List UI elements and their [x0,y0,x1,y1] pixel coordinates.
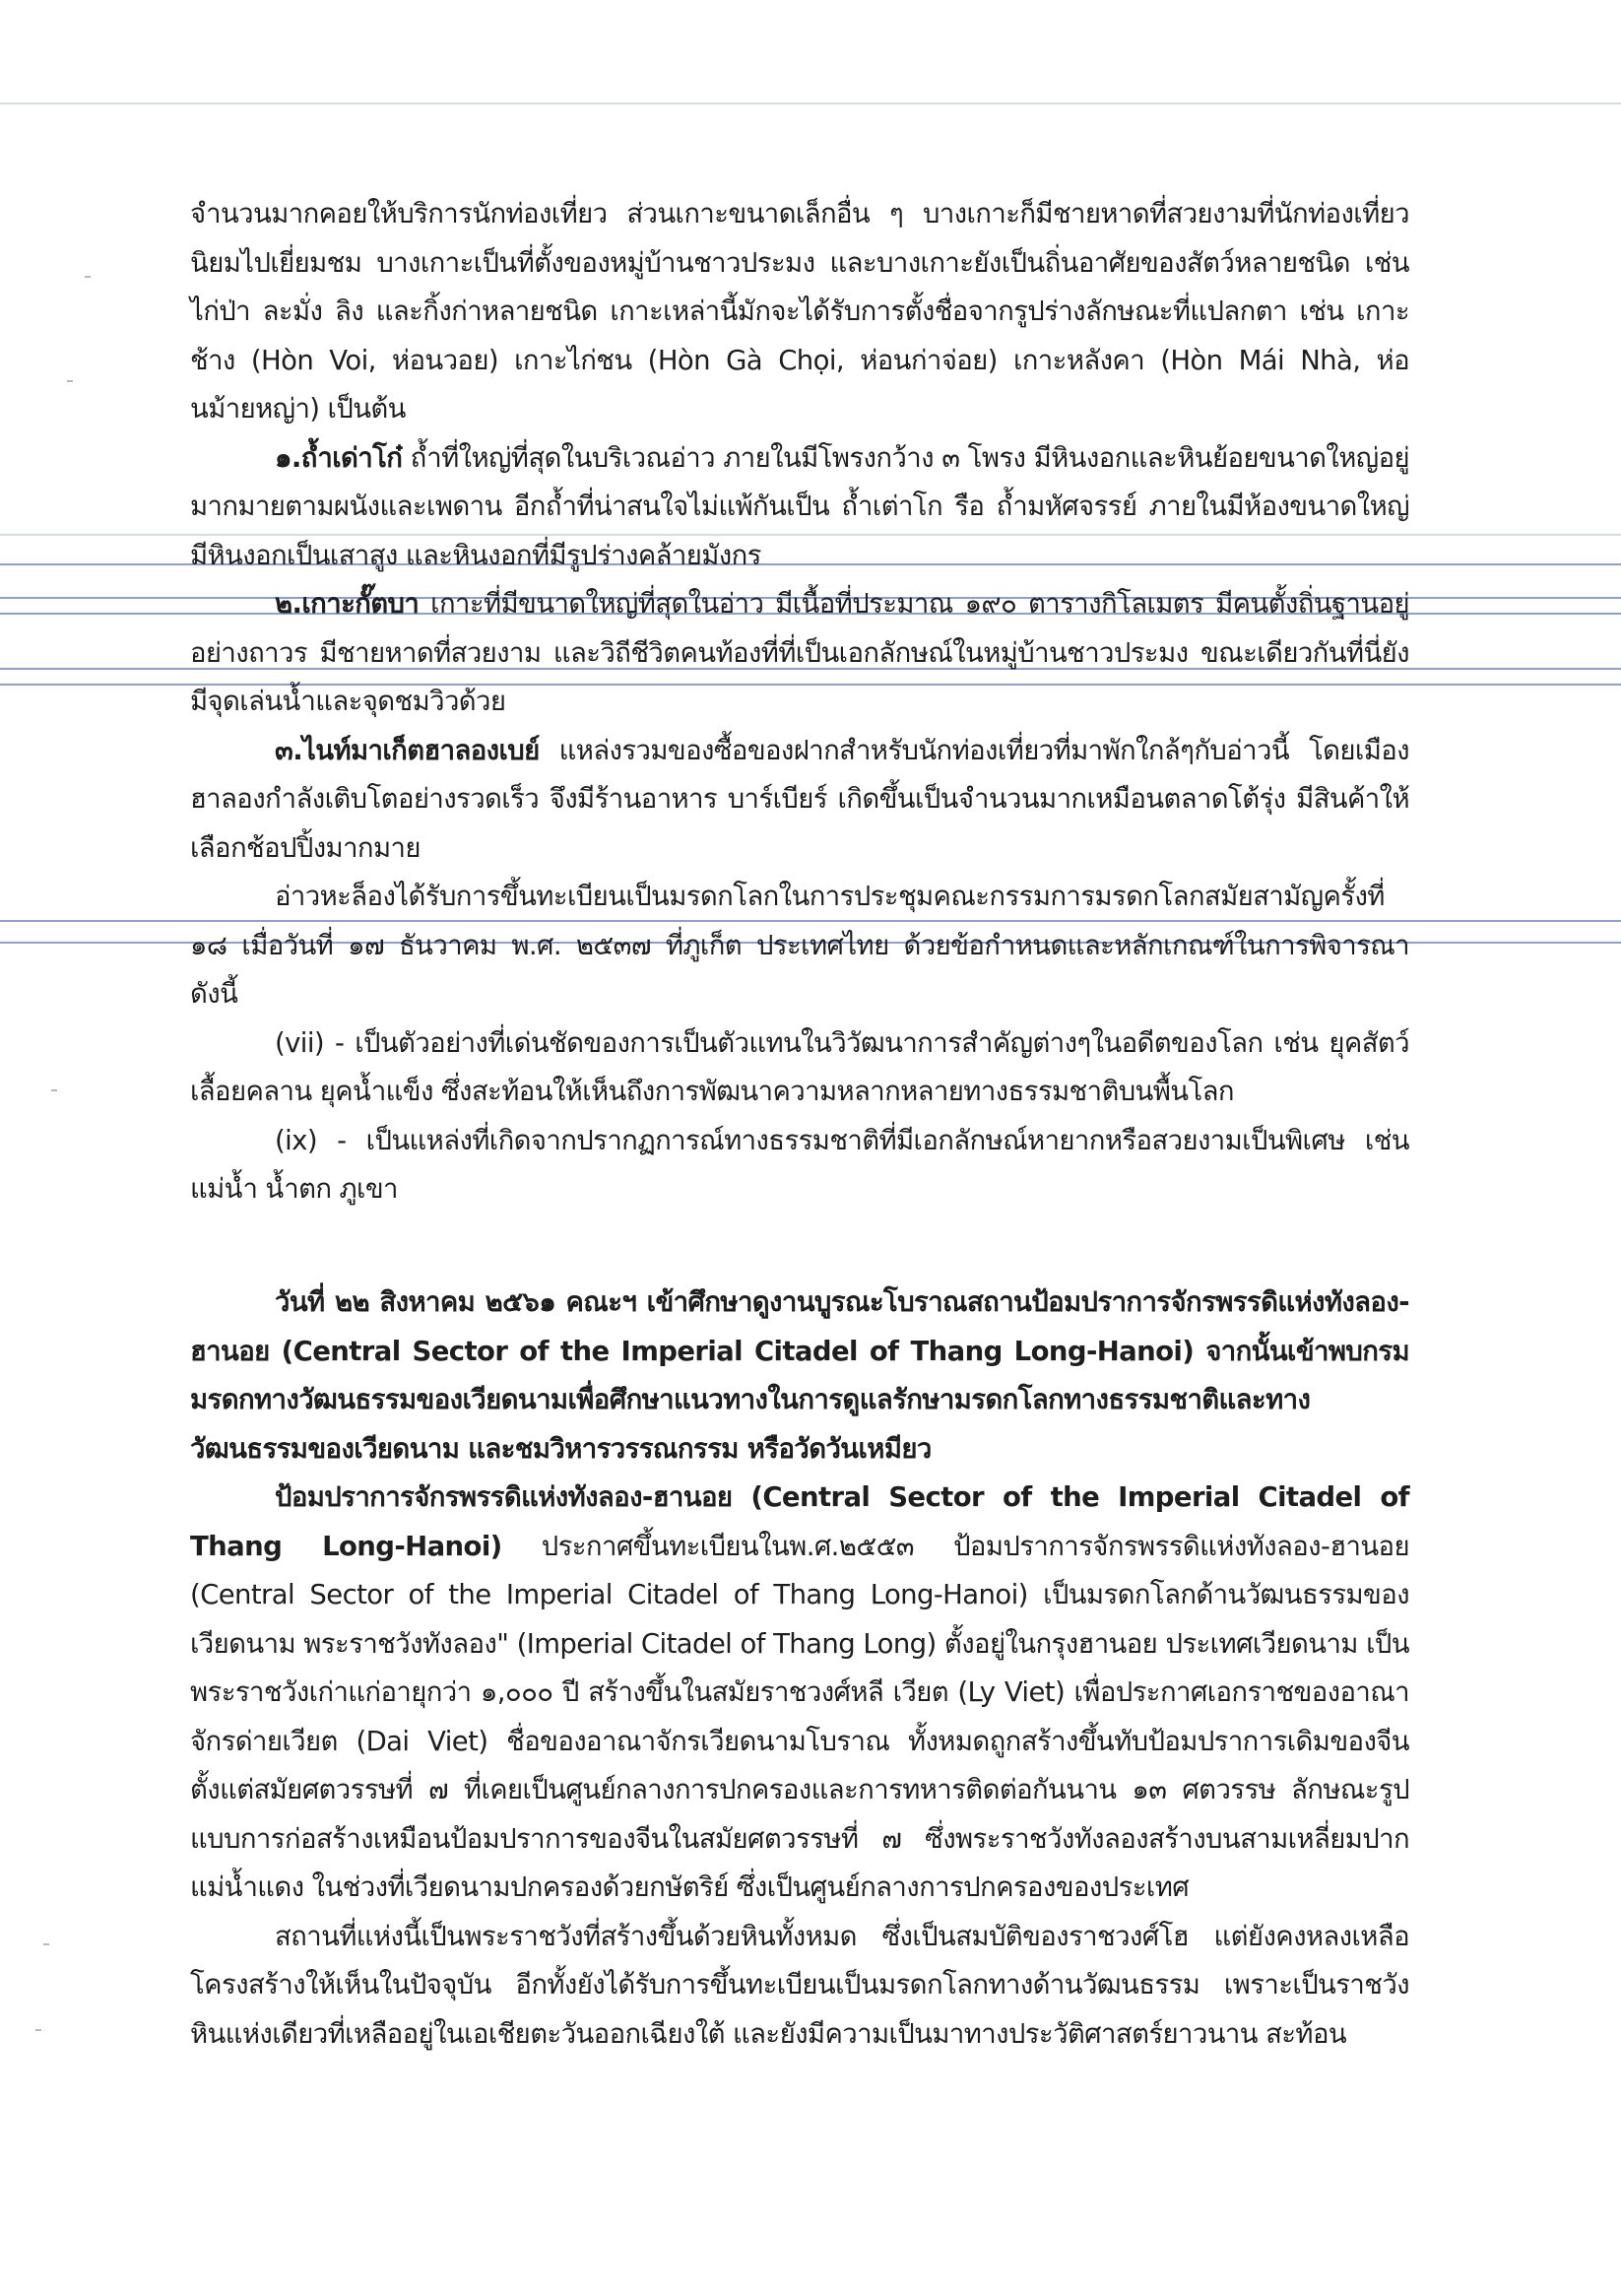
scan-speck [67,380,73,382]
list-item-heading: ๓.ไนท์มาเก็ตฮาลองเบย์ [275,734,540,766]
list-item-night-market [190,727,1409,874]
scan-speck [43,1943,49,1945]
list-item-island [190,580,1409,727]
document-body [190,190,1409,1214]
criterion-ix: (ix) - เป็นแหล่งที่เกิดจากปรากฏการณ์ทางธรรมชาติที่มีเอกลักษณ์หายากหรือสวยงามเป็นพิเศษ เช่น แม่น้ำ น้ำตก ภูเขา [190,1124,1409,1205]
list-item-text: แหล่งรวมของซื้อของฝากสำหรับนักท่องเที่ยวที่มาพักใกล้ๆกับอ่าวนี้ โดยเมืองฮาลองกำลังเติบโตอย่างรวดเร็ว จึงมีร้านอาหาร บาร์เบียร์ เกิดขึ้นเป็นจำนวนมากเหมือนตลาดโต้รุ่ง มีสินค้าให้เลือกช้อปปิ้งมากมาย [190,734,1409,864]
scan-speck [51,1089,57,1091]
citadel-text: ประกาศขึ้นทะเบียนในพ.ศ.๒๕๕๓ ป้อมปราการจักรพรรดิแห่งทังลอง-ฮานอย (Central Sector of the Imperial Citadel of Thang Long-Hanoi) เป็นมรดกโลกด้านวัฒนธรรมของเวียดนาม พระราชวังทังลอง" (Imperial Citadel of Thang Long) ตั้งอยู่ในกรุงฮานอย ประเทศเวียดนาม เป็นพระราชวังเก่าแก่อายุกว่า ๑,๐๐๐ ปี สร้างขึ้นในสมัยราชวงศ์หลี เวียต (Ly Viet) เพื่อประกาศเอกราชของอาณาจักรด่ายเวียต (Dai Viet) ชื่อของอาณาจักรเวียดนามโบราณ ทั้งหมดถูกสร้างขึ้นทับป้อมปราการเดิมของจีนตั้งแต่สมัยศตวรรษที่ ๗ ที่เคยเป็นศูนย์กลางการปกครองและการทหารติดต่อกันนาน ๑๓ ศตวรรษ ลักษณะรูปแบบการก่อสร้างเหมือนป้อมปราการของจีนในสมัยศตวรรษที่ ๗ ซึ่งพระราชวังทังลองสร้างบนสามเหลี่ยมปากแม่น้ำแดง ในช่วงที่เวียดนามปกครองด้วยกษัตริย์ ซึ่งเป็นศูนย์กลางการปกครองของประเทศ [190,1530,1409,1903]
list-item-heading: ๒.เกาะกั๊ตบา [275,588,420,620]
paragraph-inscription: อ่าวหะล็องได้รับการขึ้นทะเบียนเป็นมรดกโลกในการประชุมคณะกรรมการมรดกโลกสมัยสามัญครั้งที่ ๑๘ เมื่อวันที่ ๑๗ ธันวาคม พ.ศ. ๒๕๓๗ ที่ภูเก็ต ประเทศไทย ด้วยข้อกำหนดและหลักเกณฑ์ในการพิจารณา ดังนี้ [190,881,1409,1010]
scan-line [0,102,1621,104]
scan-speck [85,276,91,278]
date-heading: วันที่ ๒๒ สิงหาคม ๒๕๖๑ คณะฯ เข้าศึกษาดูงานบูรณะโบราณสถานป้อมปราการจักรพรรดิแห่งทังลอง-ฮานอย (Central Sector of the Imperial Citadel of Thang Long-Hanoi) จากนั้นเข้าพบกรมมรดกทางวัฒนธรรมของเวียดนามเพื่อศึกษาแนวทางในการดูแลรักษามรดกโลกทางธรรมชาติและทางวัฒนธรรมของเวียดนาม และชมวิหารวรรณกรรม หรือวัดวันเหมียว [190,1286,1409,1465]
scan-speck [35,2029,41,2031]
paragraph-islands: จำนวนมากคอยให้บริการนักท่องเที่ยว ส่วนเกาะขนาดเล็กอื่น ๆ บางเกาะก็มีชายหาดที่สวยงามที่นักท่องเที่ยวนิยมไปเยี่ยมชม บางเกาะเป็นที่ตั้งของหมู่บ้านชาวประมง และบางเกาะยังเป็นถิ่นอาศัยของสัตว์หลายชนิด เช่น ไก่ป่า ละมั่ง ลิง และกิ้งก่าหลายชนิด เกาะเหล่านี้มักจะได้รับการตั้งชื่อจากรูปร่างลักษณะที่แปลกตา เช่น เกาะช้าง (Hòn Voi, ห่อนวอย) เกาะไก่ชน (Hòn Gà Chọi, ห่อนก่าจ่อย) เกาะหลังคา (Hòn Mái Nhà, ห่อนม้ายหญ่า) เป็นต้น [190,198,1409,425]
criterion-vii: (vii) - เป็นตัวอย่างที่เด่นชัดของการเป็นตัวแทนในวิวัฒนาการสำคัญต่างๆในอดีตของโลก เช่น ยุคสัตว์เลื้อยคลาน ยุคน้ำแข็ง ซึ่งสะท้อนให้เห็นถึงการพัฒนาความหลากหลายทางธรรมชาติบนพื้นโลก [190,1026,1409,1107]
list-item-text: ถ้ำที่ใหญ่ที่สุดในบริเวณอ่าว ภายในมีโพรงกว้าง ๓ โพรง มีหินงอกและหินย้อยขนาดใหญ่อยู่มากมายตามผนังและเพดาน อีกถ้ำที่น่าสนใจไม่แพ้กันเป็น ถ้ำเต่าโก รือ ถ้ำมหัศจรรย์ ภายในมีห้องขนาดใหญ่ มีหินงอกเป็นเสาสูง และหินงอกที่มีรูปร่างคล้ายมังกร [190,441,1409,571]
document-body-section-2 [190,1279,1409,2059]
list-item-text: เกาะที่มีขนาดใหญ่ที่สุดในอ่าว มีเนื้อที่ประมาณ ๑๙๐ ตารางกิโลเมตร มีคนตั้งถิ่นฐานอยู่อย่างถาวร มีชายหาดที่สวยงาม และวิถีชีวิตคนท้องที่ที่เป็นเอกลักษณ์ในหมู่บ้านชาวประมง ขณะเดียวกันที่นี่ยังมีจุดเล่นน้ำและจุดชมวิวด้วย [190,588,1409,717]
paragraph-stone-palace: สถานที่แห่งนี้เป็นพระราชวังที่สร้างขึ้นด้วยหินทั้งหมด ซึ่งเป็นสมบัติของราชวงศ์โฮ แต่ยังคงหลงเหลือโครงสร้างให้เห็นในปัจจุบัน อีกทั้งยังได้รับการขึ้นทะเบียนเป็นมรดกโลกทางด้านวัฒนธรรม เพราะเป็นราชวังหินแห่งเดียวที่เหลืออยู่ในเอเชียตะวันออกเฉียงใต้ และยังมีความเป็นมาทางประวัติศาสตร์ยาวนาน สะท้อน [190,1920,1409,2050]
paragraph-citadel [190,1474,1409,1913]
citadel-heading: ป้อมปราการจักรพรรดิแห่งทังลอง-ฮานอย (Central Sector of the Imperial Citadel of Thang Long-Hanoi) [190,1481,1409,1562]
list-item-heading: ๑.ถ้ำเด่าโก๋ [275,441,403,474]
list-item-cave [190,434,1409,581]
